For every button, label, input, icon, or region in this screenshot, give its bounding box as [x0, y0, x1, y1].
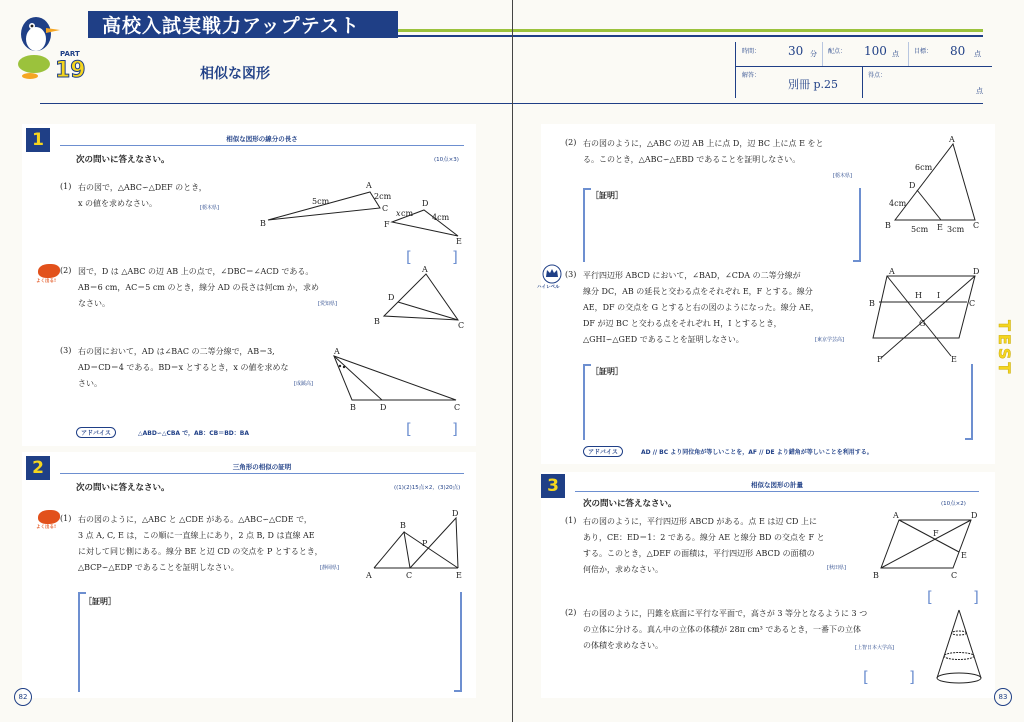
- time-unit: 分: [810, 50, 817, 58]
- question-text: 右の図のように，△ABC と △CDE がある。△ABC∽△CDE で， 3 点 A, C, E は，この順に一直線上にあり，2 点 B, D は直線 AE に対して同じ側にある。線分 BE と辺 CD の交点を P とするとき， △BCP∽△EDP であることを証明しなさい。: [78, 515, 323, 572]
- proof-label: ［証明］: [591, 190, 623, 200]
- svg-text:B: B: [873, 571, 879, 580]
- answer-bracket-close: ]: [452, 248, 458, 266]
- cone-figure: [931, 606, 987, 688]
- svg-text:5cm: 5cm: [911, 225, 929, 234]
- answer-bracket-open: [: [406, 248, 412, 266]
- svg-text:I: I: [937, 291, 941, 300]
- section-3: [541, 472, 995, 698]
- answer-bracket-open: [: [927, 588, 933, 606]
- question-text: 図で，D は △ABC の辺 AB 上の点で，∠DBC＝∠ACD である。 AB＝6 cm，AC＝5 cm のとき，線分 AD の長さは何cm か，求め なさい。: [78, 267, 320, 308]
- svg-text:C: C: [951, 571, 958, 580]
- question-text: 右の図で，△ABC∽△DEF のとき， x の値を求めなさい。: [78, 183, 207, 208]
- section-2-continued: [537, 124, 995, 464]
- header-rule: [398, 29, 512, 32]
- svg-text:C: C: [973, 221, 980, 230]
- svg-text:D: D: [452, 509, 459, 518]
- svg-text:B: B: [374, 317, 380, 326]
- answer-bracket-open: [: [406, 420, 412, 438]
- source-label: [東京学芸高]: [815, 337, 844, 343]
- header-rule-2: [398, 35, 512, 37]
- svg-text:A: A: [334, 347, 340, 356]
- goal-unit: 点: [974, 50, 981, 58]
- svg-text:B: B: [885, 221, 891, 230]
- parallelogram-abcd-figure: [871, 512, 983, 582]
- points: (10点×3): [434, 157, 459, 163]
- crown-icon: [541, 264, 563, 284]
- svg-text:C: C: [382, 204, 389, 213]
- source-label: [秋田県]: [827, 565, 846, 571]
- svg-text:C: C: [454, 403, 461, 412]
- advice-text: △ABD∽△CBA で，AB：CB＝BD：BA: [138, 430, 250, 437]
- svg-text:C: C: [458, 321, 465, 330]
- svg-text:H: H: [915, 291, 922, 300]
- right-page: [512, 0, 1024, 722]
- svg-text:6cm: 6cm: [915, 163, 933, 172]
- svg-text:A: A: [422, 265, 428, 274]
- page-number: 82: [14, 688, 32, 706]
- svg-text:D: D: [388, 293, 395, 302]
- source-label: [静岡県]: [320, 565, 339, 571]
- svg-text:A: A: [893, 511, 899, 520]
- question-text: 右の図のように，△ABC の辺 AB 上に点 D，辺 BC 上に点 E をと る。このとき，△ABC∽△EBD であることを証明しなさい。: [583, 139, 824, 164]
- svg-text:E: E: [951, 355, 957, 364]
- svg-text:A: A: [366, 181, 372, 190]
- question-number: (1): [565, 516, 577, 525]
- goal-label: 目標：: [914, 48, 933, 55]
- svg-text:D: D: [909, 181, 916, 190]
- header-bottom-rule: [513, 103, 983, 104]
- svg-text:B: B: [260, 219, 266, 228]
- parallelogram-figure: [867, 268, 991, 364]
- section-title: 相似な図形の線分の長さ: [226, 135, 298, 143]
- svg-text:F: F: [877, 355, 883, 364]
- question-number: (3): [565, 270, 577, 279]
- svg-text:E: E: [961, 551, 967, 560]
- answer-bracket-open: [: [863, 668, 869, 686]
- full-label: 配点：: [828, 48, 847, 55]
- svg-text:4cm: 4cm: [432, 213, 450, 222]
- instruction: 次の問いに答えなさい。: [583, 499, 677, 509]
- svg-text:F: F: [384, 220, 390, 229]
- svg-text:B: B: [350, 403, 356, 412]
- section-2: [22, 452, 476, 698]
- instruction: 次の問いに答えなさい。: [76, 155, 170, 165]
- svg-text:cm: cm: [401, 209, 414, 218]
- time-label: 時間：: [742, 48, 761, 55]
- section-number: 3: [541, 474, 565, 498]
- svg-text:x: x: [396, 209, 401, 218]
- full-value: 100: [864, 44, 887, 58]
- advice-tag: アドバイス: [583, 446, 623, 457]
- points: ((1)(2)15点×2，(3)20点): [394, 485, 461, 491]
- points: (10点×2): [941, 501, 966, 507]
- source-label: [成蹊高]: [294, 381, 313, 387]
- section-number: 2: [26, 456, 50, 480]
- svg-text:C: C: [406, 571, 413, 580]
- header-rule-2: [513, 35, 983, 37]
- proof-label: ［証明］: [591, 366, 623, 376]
- two-triangles-figure: [364, 509, 472, 584]
- svg-text:5cm: 5cm: [312, 197, 330, 206]
- question-text: 右の図のように，円錐を底面に平行な平面で，高さが 3 等分となるように 3 つ の立体に分ける。真ん中の立体の体積が 28π cm³ であるとき，一番下の立体 の体積を求めなさい。: [583, 609, 868, 650]
- svg-text:G: G: [919, 319, 926, 328]
- unit-title: 相似な図形: [200, 66, 270, 82]
- svg-text:D: D: [380, 403, 387, 412]
- page-number: 83: [994, 688, 1012, 706]
- svg-text:B: B: [400, 521, 406, 530]
- question-text: 平行四辺形 ABCD において，∠BAD，∠CDA の二等分線が 線分 DC，AB の延長と交わる点をそれぞれ E，F とする。線分 AE，DF の交点を G とすると右の図のようになった。線分 AE， DF が辺 BC と交わる点をそれぞれ H，I とするとき， △GHI∽△GED であることを証明しなさい。: [583, 271, 819, 344]
- question-number: (1): [60, 514, 72, 523]
- section-rule: [60, 473, 464, 474]
- question-number: (2): [565, 138, 577, 147]
- full-unit: 点: [892, 50, 899, 58]
- answer-bracket-close: ]: [909, 668, 915, 686]
- svg-text:D: D: [422, 199, 429, 208]
- source-label: [栃木県]: [833, 173, 852, 179]
- part-label: PART: [60, 50, 80, 58]
- header-rule: [513, 29, 983, 32]
- bisector-figure: [326, 347, 466, 414]
- source-label: [栃木県]: [200, 205, 219, 211]
- proof-box[interactable]: [583, 364, 973, 440]
- triangle-figure: [370, 264, 470, 330]
- advice-text: AD // BC より同位角が等しいことを，AF // DE より錯角が等しいことを利用する。: [641, 449, 873, 456]
- score-box: [735, 42, 991, 98]
- instruction: 次の問いに答えなさい。: [76, 483, 170, 493]
- side-test-label: TEST: [995, 320, 1014, 377]
- high-level-label: ハイレベル: [537, 285, 560, 290]
- section-title: 三角形の相似の証明: [232, 463, 292, 471]
- svg-text:4cm: 4cm: [889, 199, 907, 208]
- triangle-abc-figure: [881, 135, 981, 234]
- test-banner: 高校入試実戦力アップテスト: [88, 11, 398, 38]
- question-number: (1): [60, 182, 72, 191]
- section-1: [22, 124, 476, 446]
- proof-box[interactable]: [78, 592, 462, 692]
- often-badge-icon: [38, 264, 60, 278]
- source-label: [愛知県]: [318, 301, 337, 307]
- svg-text:A: A: [949, 135, 955, 144]
- svg-text:2cm: 2cm: [374, 192, 392, 201]
- svg-text:B: B: [869, 299, 875, 308]
- answer-label: 解答：: [742, 72, 761, 79]
- svg-text:P: P: [422, 539, 428, 548]
- svg-text:E: E: [456, 571, 462, 580]
- similar-triangles-figure: [256, 180, 468, 246]
- svg-text:E: E: [456, 237, 462, 246]
- answer-bracket-close: ]: [452, 420, 458, 438]
- time-value: 30: [788, 44, 804, 58]
- question-text: 右の図において，AD は∠BAC の二等分線で，AB＝3, AD＝CD＝4 である。BD＝x とするとき，x の値を求めな さい。: [78, 347, 289, 388]
- section-number: 1: [26, 128, 50, 152]
- answer-bracket-close: ]: [973, 588, 979, 606]
- score-label: 得点：: [868, 72, 887, 79]
- score-unit: 点: [976, 87, 983, 95]
- source-label: [上智日本大学高]: [855, 645, 894, 651]
- question-number: (2): [60, 266, 72, 275]
- svg-text:A: A: [366, 571, 372, 580]
- proof-box[interactable]: [583, 188, 861, 262]
- question-number: (2): [565, 608, 577, 617]
- section-rule: [575, 491, 979, 492]
- part-number: 19: [55, 58, 86, 83]
- question-number: (3): [60, 346, 72, 355]
- answer-ref: 別冊 p.25: [788, 78, 839, 91]
- svg-text:D: D: [971, 511, 978, 520]
- svg-text:C: C: [969, 299, 976, 308]
- svg-text:3cm: 3cm: [947, 225, 965, 234]
- advice-tag: アドバイス: [76, 427, 116, 438]
- section-title: 相似な図形の計量: [751, 481, 803, 489]
- proof-label: ［証明］: [84, 596, 116, 606]
- question-text: 右の図のように，平行四辺形 ABCD がある。点 E は辺 CD 上に あり，CE：ED＝1：2 である。線分 AE と線分 BD の交点を F と する。このとき，△DEF の面積は，平行四辺形 ABCD の面積の 何倍か，求めなさい。: [583, 517, 825, 574]
- section-rule: [60, 145, 464, 146]
- often-badge-label: よく出る!: [36, 279, 57, 284]
- goal-value: 80: [950, 44, 966, 58]
- svg-text:E: E: [937, 223, 943, 232]
- often-badge-icon: [38, 510, 60, 524]
- svg-text:D: D: [973, 267, 980, 276]
- often-badge-label: よく出る!: [36, 525, 57, 530]
- header-bottom-rule: [40, 103, 512, 104]
- svg-text:F: F: [933, 529, 939, 538]
- svg-text:A: A: [889, 267, 895, 276]
